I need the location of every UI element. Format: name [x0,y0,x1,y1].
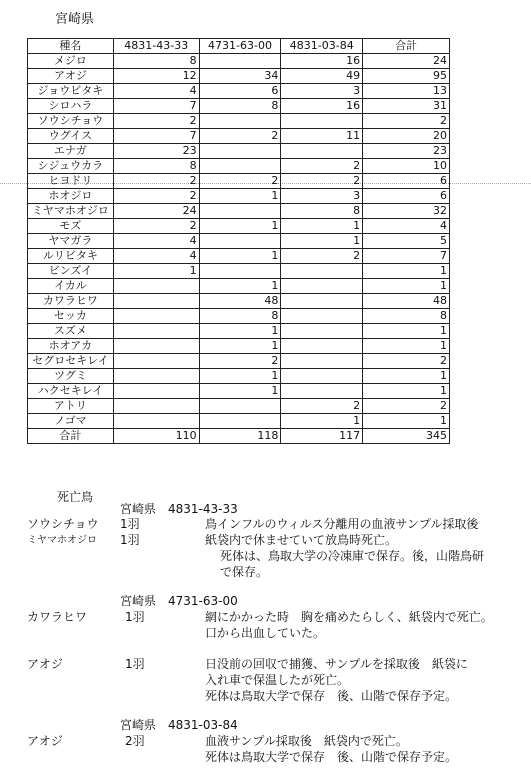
column-header-species: 種名 [28,39,114,54]
count-cell: 13 [363,84,450,99]
count-cell: 1 [199,189,281,204]
count-cell: 1 [363,279,450,294]
count-cell [281,264,363,279]
count-cell: 8 [113,54,199,69]
dead-bird-species: カワラヒワ [27,610,88,624]
species-cell: ハクセキレイ [28,384,114,399]
count-cell: 2 [113,174,199,189]
species-cell: ルリビタキ [28,249,114,264]
count-cell: 8 [281,204,363,219]
count-cell [113,294,199,309]
species-cell: ウグイス [28,129,114,144]
dead-bird-note: 死体は、鳥取大学の冷凍庫で保存。後，山階鳥研 [220,549,485,563]
count-cell [199,54,281,69]
count-cell: 16 [281,54,363,69]
table-row [28,339,450,354]
count-cell [281,324,363,339]
count-cell: 345 [363,429,450,444]
prefecture-title: 宮崎県 [55,12,95,27]
table-row [28,324,450,339]
species-cell: ツグミ [28,369,114,384]
count-cell [113,279,199,294]
table-row [28,234,450,249]
table-row [28,399,450,414]
dead-bird-note: 血液サンプル採取後 紙袋内で死亡。 [205,734,408,748]
count-cell [113,384,199,399]
dead-bird-species: アオジ [27,657,63,671]
table-row [28,204,450,219]
count-cell: 7 [363,249,450,264]
species-cell: セグロセキレイ [28,354,114,369]
count-cell [113,324,199,339]
count-cell: 3 [281,189,363,204]
table-row [28,189,450,204]
species-cell: アトリ [28,399,114,414]
count-cell: 8 [113,159,199,174]
count-cell: 31 [363,99,450,114]
dead-bird-note: 死体は鳥取大学で保存 後、山階で保存予定。 [205,689,458,703]
count-cell: 2 [199,354,281,369]
count-cell: 110 [113,429,199,444]
count-cell [199,159,281,174]
species-cell: ヤマガラ [28,234,114,249]
count-cell: 118 [199,429,281,444]
count-cell [281,369,363,384]
count-cell: 8 [199,99,281,114]
table-row [28,54,450,69]
count-cell: 49 [281,69,363,84]
table-total-row [28,429,450,444]
table-row [28,414,450,429]
count-cell: 1 [281,234,363,249]
count-cell: 1 [199,384,281,399]
dead-bird-note: 紙袋内で休ませていて放鳥時死亡。 [205,533,398,547]
count-cell: 1 [363,384,450,399]
count-cell: 1 [363,339,450,354]
species-cell: セッカ [28,309,114,324]
count-cell: 1 [199,219,281,234]
species-cell: ミヤマホオジロ [28,204,114,219]
species-cell: ホオジロ [28,189,114,204]
column-header-site-3: 4831-03-84 [281,39,363,54]
count-cell: 23 [113,144,199,159]
species-cell: カワラヒワ [28,294,114,309]
species-cell: ビンズイ [28,264,114,279]
count-cell [199,234,281,249]
count-cell: 32 [363,204,450,219]
species-cell: ホオアカ [28,339,114,354]
dead-bird-note: 入れ車で保温したが死亡。 [205,673,350,687]
count-cell [199,264,281,279]
count-cell: 2 [363,399,450,414]
table-row [28,219,450,234]
count-cell: 11 [281,129,363,144]
count-cell: 1 [363,369,450,384]
dead-bird-species: ソウシチョウ [27,517,99,531]
group-header: 宮崎県 4731-63-00 [120,594,238,608]
table-row [28,309,450,324]
dead-bird-count: 1羽 [125,610,145,624]
count-cell [113,399,199,414]
count-cell [199,204,281,219]
count-cell: 8 [199,309,281,324]
table-row [28,174,450,189]
table-row [28,354,450,369]
count-cell [281,339,363,354]
count-cell [281,354,363,369]
count-cell [199,414,281,429]
dead-bird-note: 日没前の回収で捕獲、サンプルを採取後 紙袋に [205,657,468,671]
dead-bird-note: 死体は鳥取大学で保存 後、山階で保存予定。 [205,750,458,764]
count-cell: 2 [113,219,199,234]
table-row [28,144,450,159]
species-cell: 合計 [28,429,114,444]
dead-bird-note: 口から出血していた。 [205,626,326,640]
count-cell [113,354,199,369]
dead-bird-count: 2羽 [125,734,145,748]
dead-birds-heading: 死亡鳥 [57,490,94,504]
count-cell: 7 [113,99,199,114]
count-cell: 1 [199,339,281,354]
group-header: 宮崎県 4831-03-84 [120,718,238,732]
dead-bird-note: で保存。 [220,565,269,579]
species-cell: シジュウカラ [28,159,114,174]
count-cell: 1 [281,219,363,234]
species-cell: エナガ [28,144,114,159]
count-cell: 2 [113,114,199,129]
count-cell [199,399,281,414]
column-header-site-1: 4831-43-33 [113,39,199,54]
count-cell: 4 [113,234,199,249]
count-cell: 8 [363,309,450,324]
count-cell: 2 [281,174,363,189]
species-cell: シロハラ [28,99,114,114]
count-cell: 2 [199,129,281,144]
count-cell: 10 [363,159,450,174]
species-cell: イカル [28,279,114,294]
species-cell: モズ [28,219,114,234]
count-cell: 7 [113,129,199,144]
table-row [28,99,450,114]
count-cell: 1 [363,264,450,279]
count-cell: 1 [281,414,363,429]
count-cell: 24 [113,204,199,219]
count-cell: 2 [281,249,363,264]
column-header-site-2: 4731-63-00 [199,39,281,54]
count-cell: 2 [363,354,450,369]
table-row [28,369,450,384]
count-cell [281,309,363,324]
count-cell: 12 [113,69,199,84]
count-cell: 117 [281,429,363,444]
species-cell: ソウシチョウ [28,114,114,129]
dead-bird-species: アオジ [27,734,63,748]
count-cell: 1 [363,324,450,339]
count-cell [281,279,363,294]
count-cell: 20 [363,129,450,144]
count-cell: 4 [113,84,199,99]
group-header: 宮崎県 4831-43-33 [120,502,238,516]
count-cell: 95 [363,69,450,84]
count-cell: 34 [199,69,281,84]
species-cell: ジョウビタキ [28,84,114,99]
species-cell: ノゴマ [28,414,114,429]
count-cell: 1 [199,369,281,384]
count-cell [113,339,199,354]
column-header-total: 合計 [363,39,450,54]
count-cell: 6 [199,84,281,99]
table-row [28,384,450,399]
table-row [28,69,450,84]
count-cell: 1 [113,264,199,279]
count-cell: 3 [281,84,363,99]
species-cell: ヒヨドリ [28,174,114,189]
table-row [28,129,450,144]
table-row [28,84,450,99]
dead-bird-note: 網にかかった時 胸を痛めたらしく、紙袋内で死亡。 [205,610,493,624]
count-cell: 1 [199,279,281,294]
dead-bird-note: 鳥インフルのウィルス分離用の血液サンプル採取後 [205,517,479,531]
table-row [28,279,450,294]
count-cell: 48 [363,294,450,309]
count-cell: 2 [113,189,199,204]
count-cell [281,114,363,129]
count-cell [113,369,199,384]
count-cell: 4 [363,219,450,234]
count-cell: 2 [281,399,363,414]
count-cell: 4 [113,249,199,264]
count-cell [281,294,363,309]
count-cell: 24 [363,54,450,69]
count-cell: 23 [363,144,450,159]
dead-bird-count: 1羽 [120,533,140,547]
count-cell: 16 [281,99,363,114]
bird-count-table [27,38,450,444]
count-cell: 2 [199,174,281,189]
count-cell: 1 [199,324,281,339]
dead-bird-count: 1羽 [120,517,140,531]
table-row [28,159,450,174]
count-cell: 6 [363,174,450,189]
dead-bird-species: ミヤマホオジロ [27,535,97,546]
table-row [28,249,450,264]
dead-bird-count: 1羽 [125,657,145,671]
count-cell [113,414,199,429]
count-cell: 1 [199,249,281,264]
count-cell: 1 [363,414,450,429]
table-row [28,294,450,309]
count-cell [281,384,363,399]
table-row [28,114,450,129]
species-cell: スズメ [28,324,114,339]
count-cell: 5 [363,234,450,249]
count-cell [199,114,281,129]
table-header-row [28,39,450,54]
count-cell [113,309,199,324]
species-cell: メジロ [28,54,114,69]
count-cell: 48 [199,294,281,309]
species-cell: アオジ [28,69,114,84]
table-row [28,264,450,279]
count-cell [199,144,281,159]
count-cell: 6 [363,189,450,204]
count-cell: 2 [281,159,363,174]
count-cell: 2 [363,114,450,129]
count-cell [281,144,363,159]
